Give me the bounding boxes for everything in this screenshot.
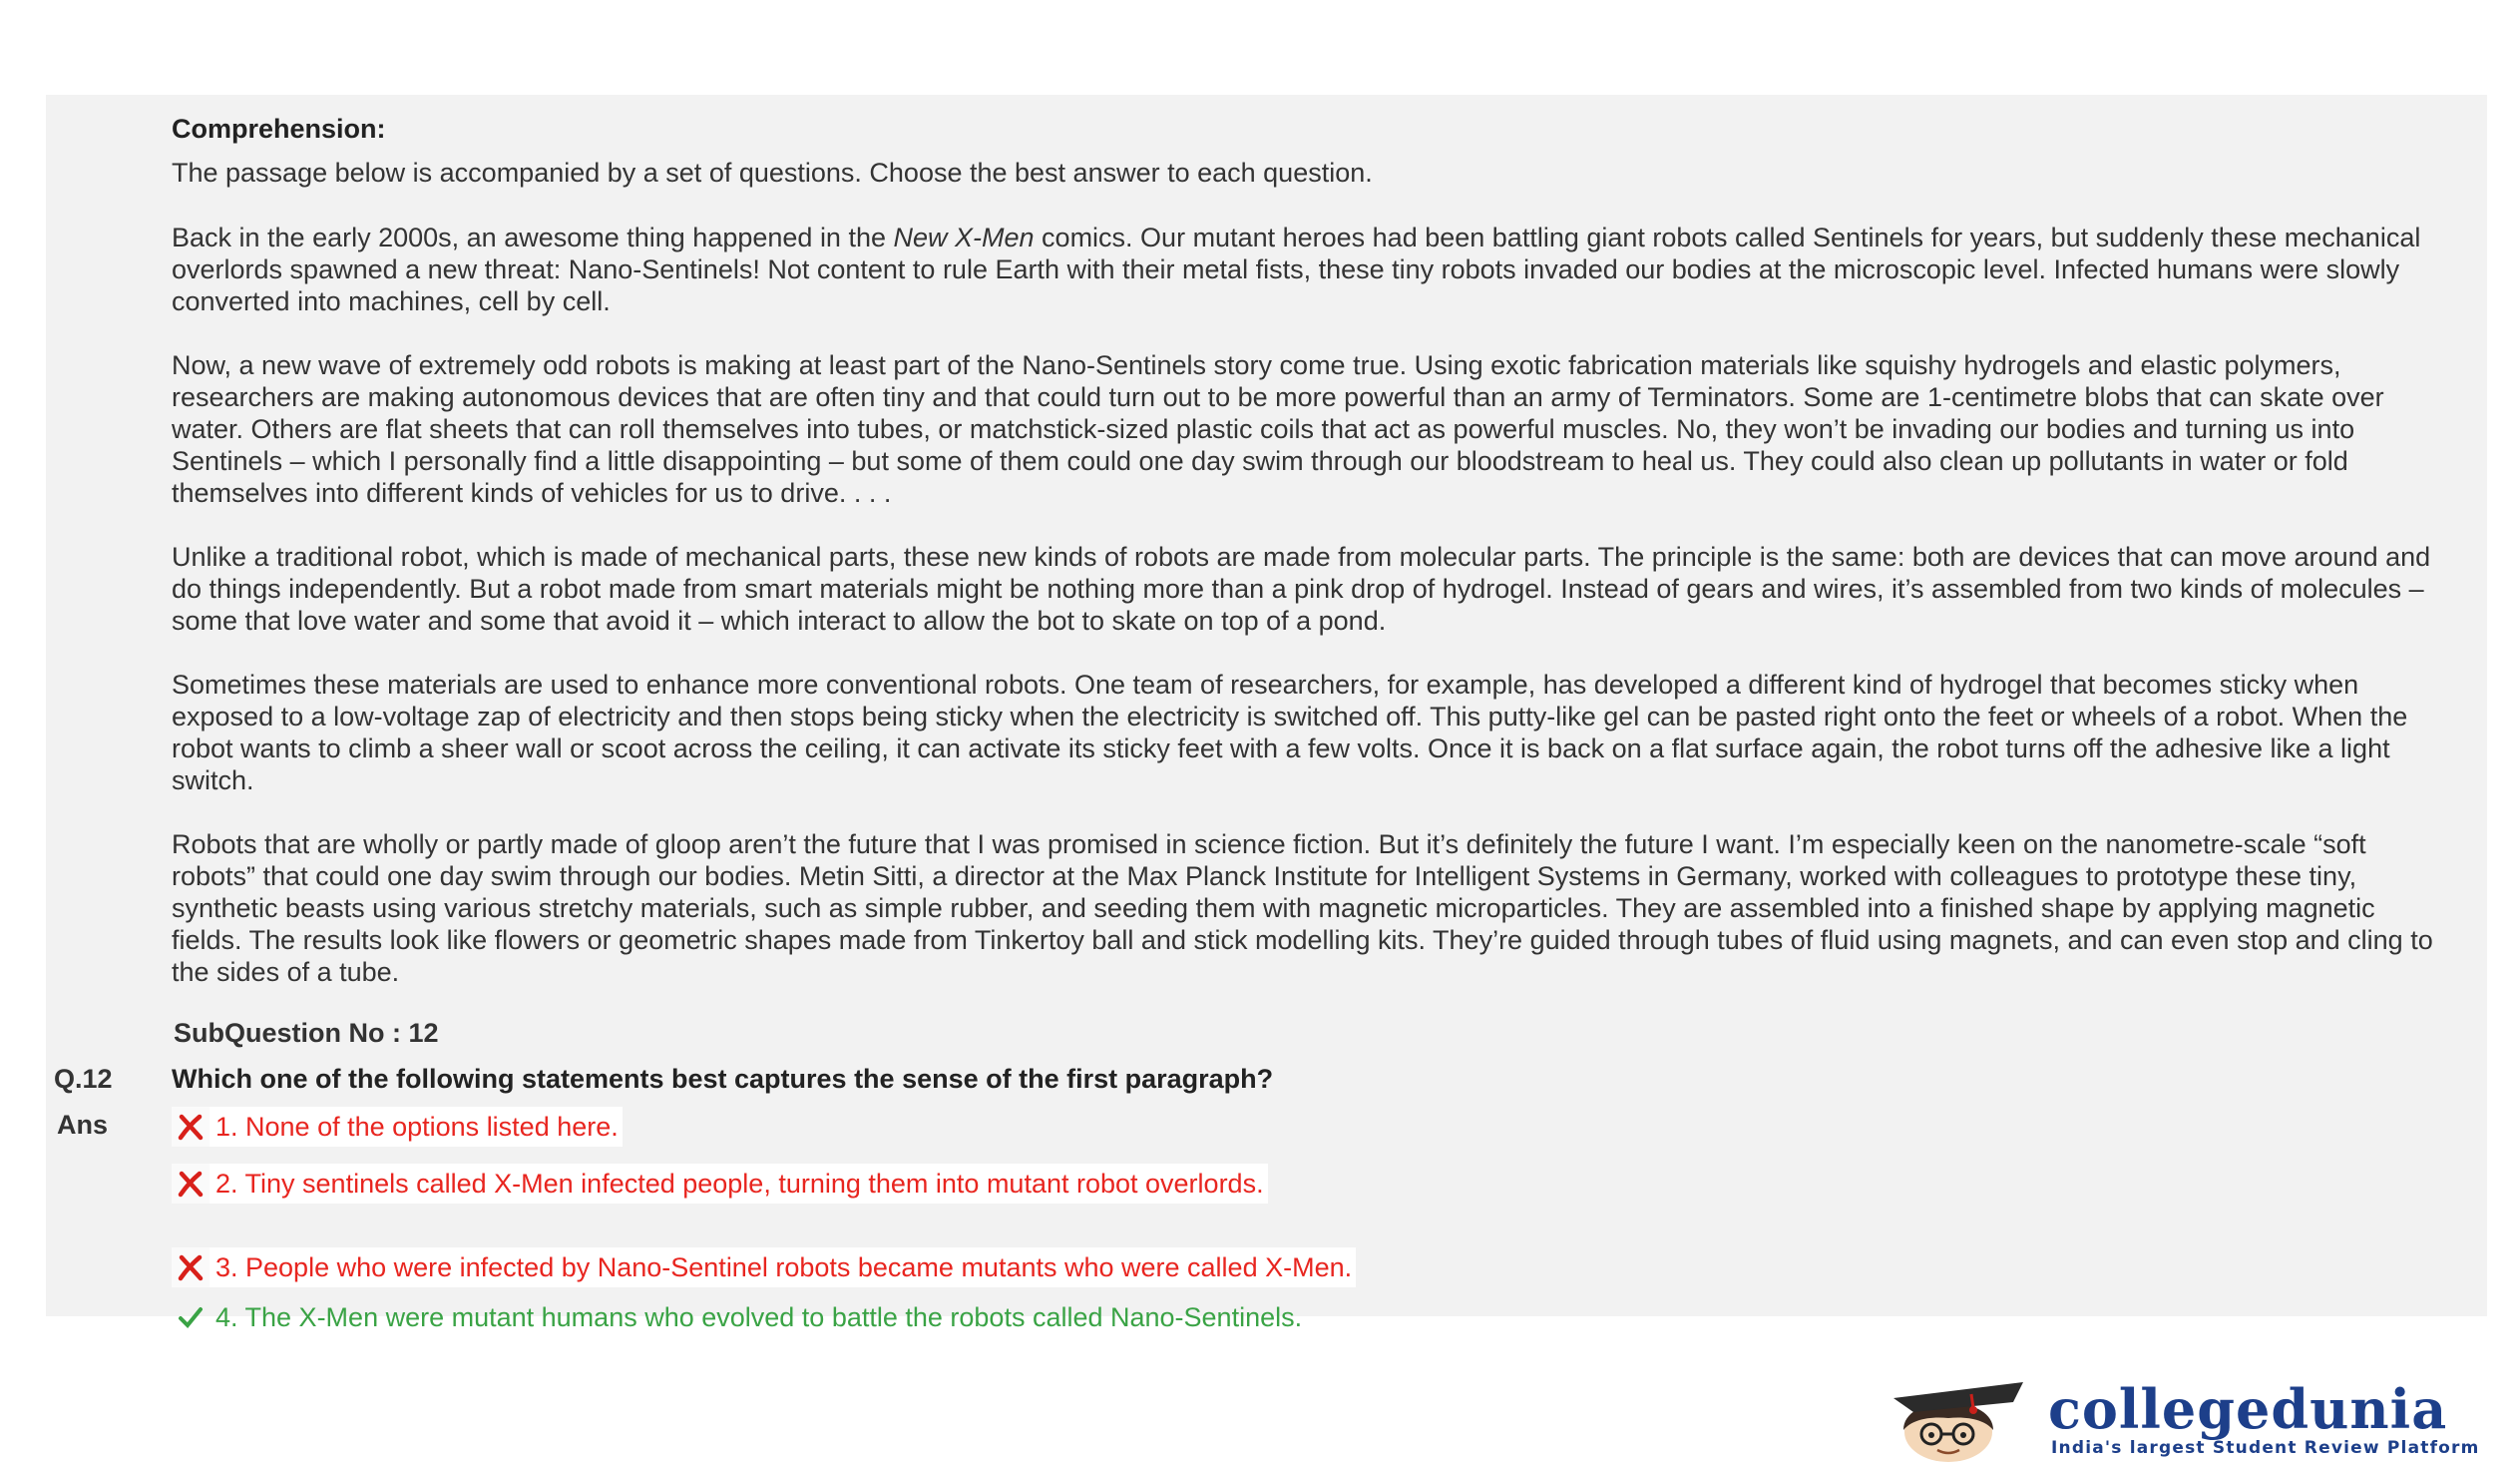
passage-paragraph-3: Unlike a traditional robot, which is made of mechanical parts, these new kinds of robots are made from molecular parts. The principle is the same: both are devices that can move around and do things independently. But a robot made from smart materials might be nothing more than a pink drop of hydrogel. Instead of gears and wires, it’s assembled from two kinds of molecules – some that love water and some that avoid it – which interact to allow the bot to skate on top of a pond. (172, 542, 2431, 636)
wrong-cross-icon (172, 1107, 210, 1147)
answer-option-3[interactable] (172, 1247, 1356, 1287)
question-text: Which one of the following statements best captures the sense of the first paragraph? (172, 1064, 1274, 1094)
answer-option-4[interactable] (172, 1297, 1306, 1337)
correct-check-icon (172, 1297, 210, 1337)
comic-title: New X-Men (893, 223, 1035, 252)
option-text: 3. People who were infected by Nano-Sentinel robots became mutants who were called X-Men. (215, 1251, 1353, 1282)
wrong-cross-icon (172, 1247, 210, 1287)
option-text: 1. None of the options listed here. (215, 1111, 619, 1142)
comprehension-heading: Comprehension: (172, 114, 386, 144)
option-text: 2. Tiny sentinels called X-Men infected people, turning them into mutant robot overlords. (215, 1168, 1264, 1199)
subquestion-number: SubQuestion No : 12 (174, 1018, 439, 1048)
answer-label: Ans (57, 1110, 109, 1140)
comprehension-intro: The passage below is accompanied by a set of questions. Choose the best answer to each question. (172, 158, 1373, 188)
paragraph-1-rest: comics. Our mutant heroes had been battling giant robots called Sentinels for years, but suddenly these mechanical overlords spawned a new threat: Nano-Sentinels! Not content to rule Earth with their metal fists, these tiny robots invaded our bodies at the microscopic level. Infected humans were slowly converted into machines, cell by cell. (172, 223, 2421, 316)
paragraph-1-lead: Back in the early 2000s, an awesome thing happened in the (172, 223, 894, 252)
answer-option-4-clip (172, 1297, 2167, 1332)
brand-tagline: India's largest Student Review Platform (2051, 1438, 2480, 1458)
option-text: 4. The X-Men were mutant humans who evolved to battle the robots called Nano-Sentinels. (215, 1301, 1303, 1332)
collegedunia-logo (1874, 1377, 2512, 1462)
brand-name: collegedunia (2048, 1377, 2448, 1441)
passage-paragraph-4: Sometimes these materials are used to enhance more conventional robots. One team of researchers, for example, has developed a different kind of hydrogel that becomes sticky when exposed to a low-voltage zap of electricity and then stops being sticky when the electricity is switched off. This putty-like gel can be pasted right onto the feet or wheels of a robot. When the robot wants to climb a sheer wall or scoot across the ceiling, it can activate its sticky feet with a few volts. Once it is back on a flat surface again, the robot turns off the adhesive like a light switch. (172, 670, 2408, 795)
passage-paragraph-1 (172, 222, 2436, 317)
answer-option-1[interactable] (172, 1107, 623, 1147)
answer-option-2[interactable] (172, 1164, 1268, 1204)
passage-paragraph-2: Now, a new wave of extremely odd robots is making at least part of the Nano-Sentinels story come true. Using exotic fabrication materials like squishy hydrogels and elastic polymers, researchers are making autonomous devices that are often tiny and that could turn out to be more powerful than an army of Terminators. Some are 1-centimetre blobs that can skate over water. Others are flat sheets that can roll themselves into tubes, or matchstick-sized plastic coils that act as powerful muscles. No, they won’t be invading our bodies and turning us into Sentinels – which I personally find a little disappointing – but some of them could one day swim through our bloodstream to heal us. They could also clean up pollutants in water or fold themselves into different kinds of vehicles for us to drive. . . . (172, 350, 2384, 508)
wrong-cross-icon (172, 1164, 210, 1204)
question-number: Q.12 (54, 1064, 113, 1094)
passage-paragraph-5: Robots that are wholly or partly made of gloop aren’t the future that I was promised in science fiction. But it’s definitely the future I want. I’m especially keen on the nanometre-scale “soft robots” that could one day swim through our bodies. Metin Sitti, a director at the Max Planck Institute for Intelligent Systems in Germany, worked with colleagues to prototype these tiny, synthetic beasts using various stretchy materials, such as simple rubber, and seeding them with magnetic microparticles. They are assembled into a finished shape by applying magnetic fields. The results look like flowers or geometric shapes made from Tinkertoy ball and stick modelling kits. They’re guided through tubes of fluid using magnets, and can even stop and cling to the sides of a tube. (172, 829, 2433, 987)
mascot-icon (1874, 1380, 2043, 1462)
